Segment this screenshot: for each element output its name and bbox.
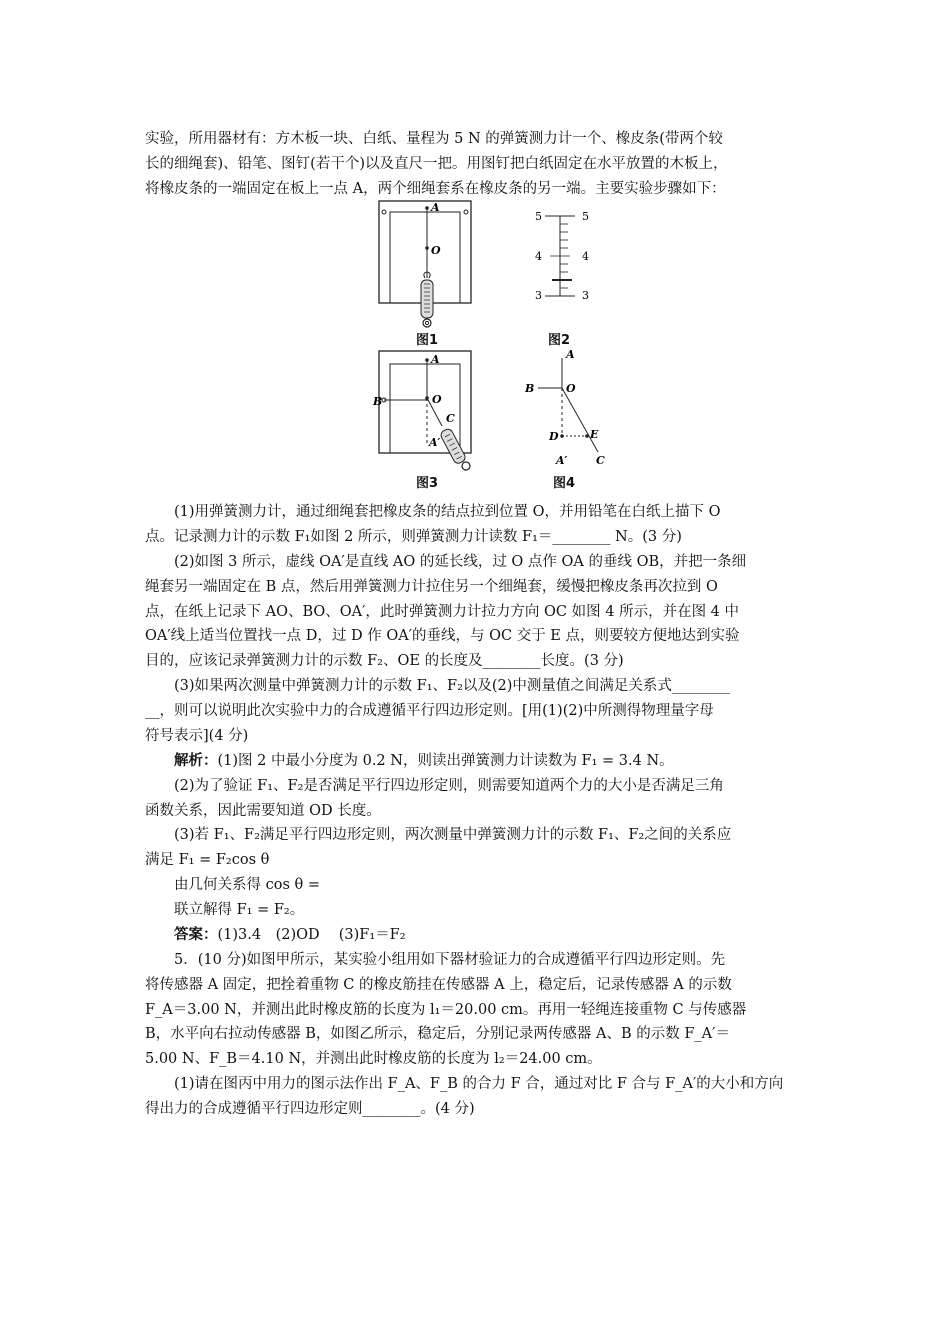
q3-line-2: __，则可以说明此次实验中力的合成遵循平行四边形定则。[用(1)(2)中所测得物理量字母	[145, 702, 714, 719]
question-5	[145, 948, 813, 1122]
q5-sub1-line-2: 得出力的合成遵循平行四边形定则________。(4 分)	[145, 1100, 475, 1117]
figure-2-caption: 图2	[548, 333, 571, 348]
q3-line-1: (3)如果两次测量中弹簧测力计的示数 F₁、F₂以及(2)中测量值之间满足关系式________	[174, 678, 730, 694]
fig3-spring-scale	[439, 428, 466, 465]
fig2-right-5: 5	[582, 210, 589, 223]
fig4-label-A: A	[566, 348, 575, 361]
intro-paragraph	[145, 127, 813, 201]
answer-text: (1)3.4 (2)OD (3)F₁＝F₂	[217, 927, 406, 943]
analysis-a3-line-4: 联立解得 F₁ = F₂。	[174, 901, 305, 918]
analysis-a3-line-2: 满足 F₁ = F₂cos θ	[145, 852, 270, 869]
q5-line-4: B，水平向右拉动传感器 B，如图乙所示，稳定后，分别记录两传感器 A、B 的示数 F_A′＝	[145, 1026, 730, 1043]
q5-line-1: 5．(10 分)如图甲所示，某实验小组用如下器材验证力的合成遵循平行四边形定则。先	[174, 952, 726, 968]
analysis-a3-line-1: (3)若 F₁、F₂满足平行四边形定则，两次测量中弹簧测力计的示数 F₁、F₂之间的关系应	[174, 827, 732, 844]
intro-line-1: 实验，所用器材有：方木板一块、白纸、量程为 5 N 的弹簧测力计一个、橡皮条(带两个较	[145, 131, 723, 147]
q5-sub1-line-1: (1)请在图丙中用力的图示法作出 F_A、F_B 的合力 F 合，通过对比 F 合与 F_A′的大小和方向	[174, 1075, 784, 1092]
fig3-label-A: A	[431, 353, 440, 366]
figure-1-caption: 图1	[416, 333, 439, 348]
fig4-label-O: O	[566, 382, 576, 395]
fig1-label-O: O	[431, 244, 441, 257]
analysis-a1: (1)图 2 中最小分度为 0.2 N，则读出弹簧测力计读数为 F₁ = 3.4 N。	[217, 753, 674, 769]
figure-2-scale	[535, 210, 589, 302]
fig4-label-C: C	[596, 454, 605, 467]
fig3-label-O: O	[432, 393, 442, 406]
fig4-label-A-prime: A′	[556, 454, 568, 467]
answer-label: 答案：	[174, 926, 218, 943]
q2-line-1: (2)如图 3 所示，虚线 OA′是直线 AO 的延长线，过 O 点作 OA 的垂线 OB，并把一条细	[174, 554, 747, 570]
analysis-a2-line-1: (2)为了验证 F₁、F₂是否满足平行四边形定则，则需要知道两个力的大小是否满足三角	[174, 777, 724, 794]
figure-3-caption: 图3	[416, 476, 439, 491]
q2-line-3: 点，在纸上记录下 AO、BO、OA′，此时弹簧测力计拉力方向 OC 如图 4 所示，并在图 4 中	[145, 603, 740, 620]
figure-1-diagram	[379, 201, 471, 327]
analysis-line-1	[145, 749, 813, 774]
q1-line-1: (1)用弹簧测力计，通过细绳套把橡皮条的结点拉到位置 O，并用铅笔在白纸上描下 O	[174, 504, 721, 520]
q1-line-2: 点。记录测力计的示数 F₁如图 2 所示，则弹簧测力计读数 F₁＝________ N。(3 分)	[145, 528, 682, 545]
fig2-left-4: 4	[535, 250, 542, 263]
fig3-label-C: C	[446, 412, 455, 425]
answer-line	[145, 923, 813, 948]
fig4-label-D: D	[549, 430, 559, 443]
q3-line-3: 符号表示](4 分)	[145, 727, 249, 744]
q2-line-4: OA′线上适当位置找一点 D，过 D 作 OA′的垂线，与 OC 交于 E 点，则要较方便地达到实验	[145, 628, 740, 645]
answer-section	[145, 923, 813, 948]
q2-line-5: 目的，应该记录弹簧测力计的示数 F₂、OE 的长度及________长度。(3 分)	[145, 653, 624, 670]
figures-svg	[360, 198, 620, 498]
fig2-right-3: 3	[582, 289, 589, 302]
q5-line-5: 5.00 N、F_B＝4.10 N，并测出此时橡皮筋的长度为 l₂＝24.00 cm。	[145, 1051, 602, 1068]
fig2-left-3: 3	[535, 289, 542, 302]
fig2-left-5: 5	[535, 210, 542, 223]
figure-4-geometry	[524, 348, 605, 467]
figure-3-diagram	[372, 351, 471, 470]
q5-line-2: 将传感器 A 固定，把拴着重物 C 的橡皮筋挂在传感器 A 上，稳定后，记录传感器 A 的示数	[145, 976, 732, 993]
analysis-a2-line-2: 函数关系，因此需要知道 OD 长度。	[145, 802, 381, 819]
analysis-section	[145, 749, 813, 923]
q5-line-3: F_A＝3.00 N，并测出此时橡皮筋的长度为 l₁＝20.00 cm。再用一轻绳连接重物 C 与传感器	[145, 1001, 747, 1018]
q2-line-2: 绳套另一端固定在 B 点，然后用弹簧测力计拉住另一个细绳套，缓慢把橡皮条再次拉到 O	[145, 578, 718, 595]
fig2-right-4: 4	[582, 250, 589, 263]
intro-line-2: 长的细绳套)、铅笔、图钉(若干个)以及直尺一把。用图钉把白纸固定在水平放置的木板上，	[145, 155, 728, 172]
question-2	[145, 550, 813, 674]
intro-line-3: 将橡皮条的一端固定在板上一点 A，两个细绳套系在橡皮条的另一端。主要实验步骤如下：	[145, 180, 726, 197]
analysis-label: 解析：	[174, 752, 218, 769]
figure-4-caption: 图4	[553, 476, 576, 491]
fig4-label-B: B	[525, 382, 535, 395]
question-1	[145, 500, 813, 550]
analysis-a3-line-3: 由几何关系得 cos θ =	[174, 876, 320, 893]
question-3	[145, 674, 813, 748]
fig4-label-E: E	[590, 428, 599, 441]
fig3-label-B: B	[373, 395, 383, 408]
fig1-label-A: A	[431, 201, 440, 214]
fig3-label-A-prime: A′	[429, 436, 441, 449]
experiment-figures	[360, 198, 620, 498]
